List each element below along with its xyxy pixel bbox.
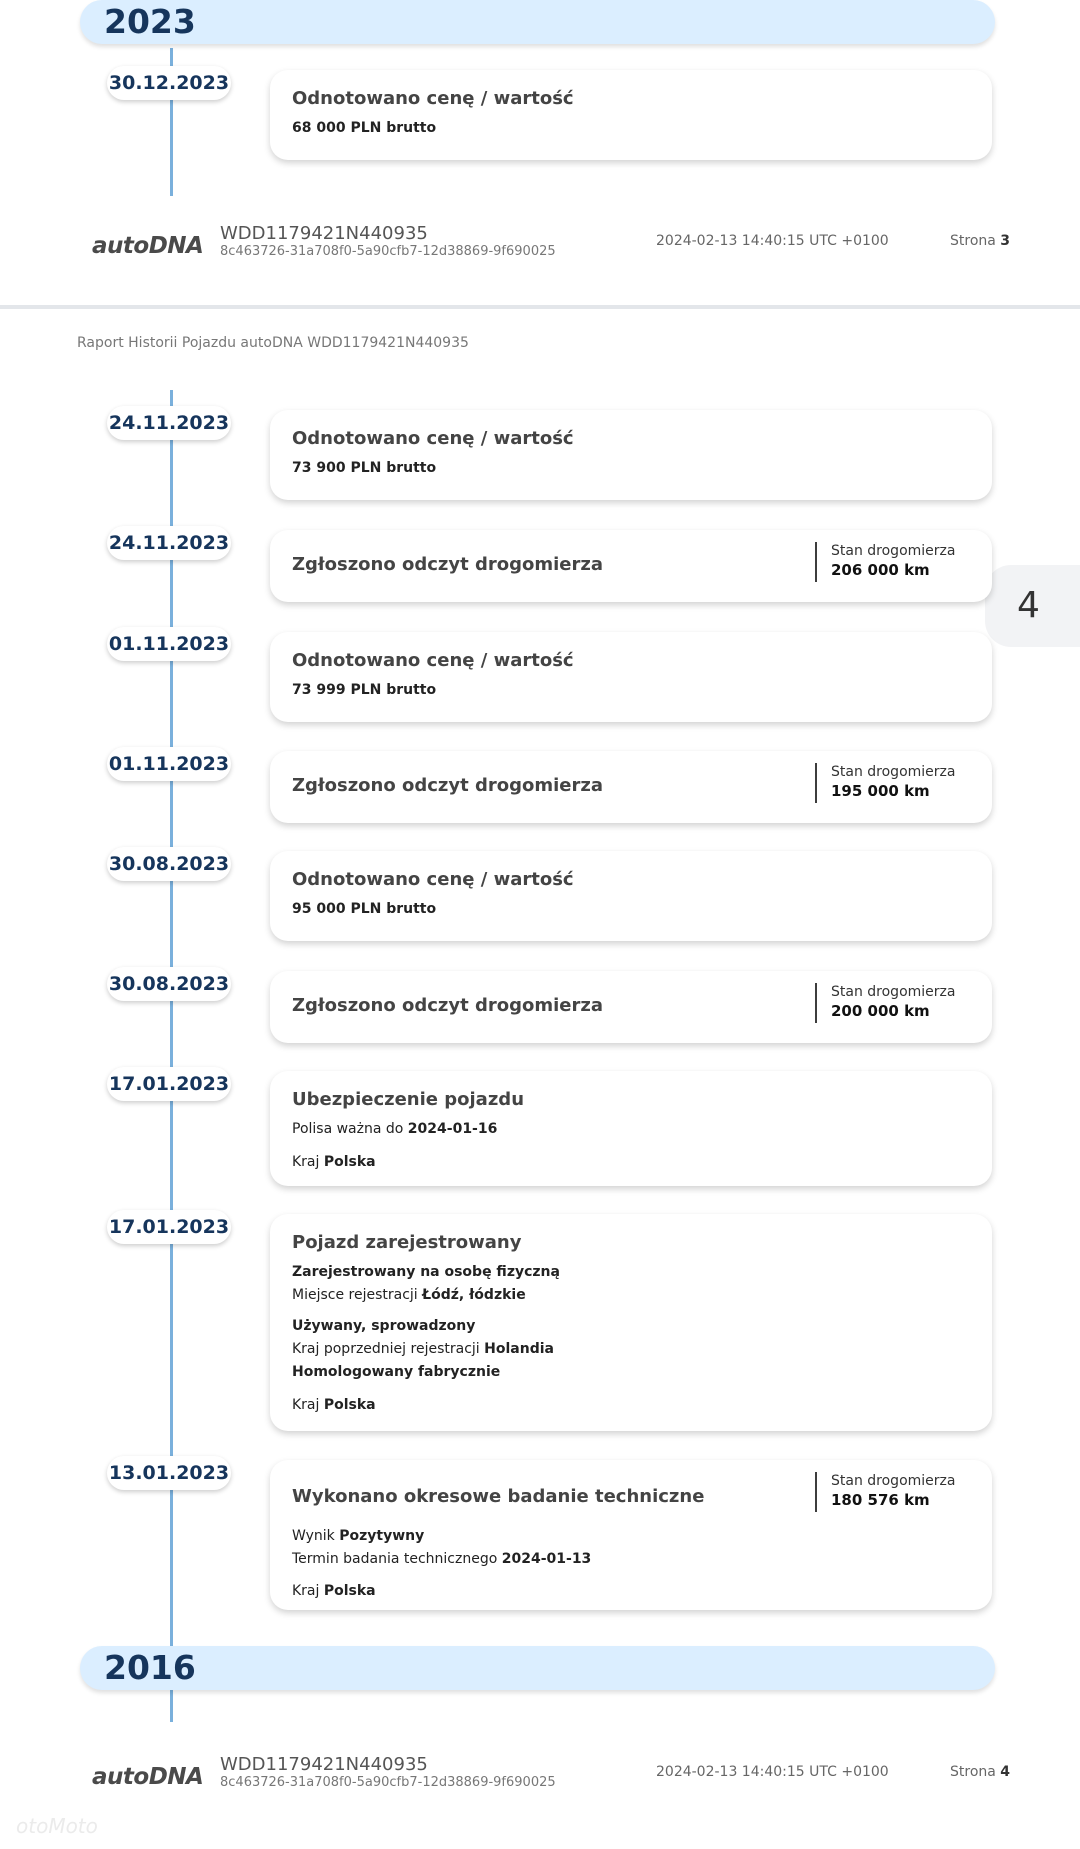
used-row: Używany, sprowadzony [292,1318,476,1334]
event-title: Odnotowano cenę / wartość [292,869,574,890]
odometer-block: Stan drogomierza 195 000 km [815,763,955,803]
prev-country-row: Kraj poprzedniej rejestracji Holandia [292,1341,554,1357]
watermark-logo: otoMoto [16,1814,98,1838]
page-tab[interactable]: 4 [985,565,1080,647]
footer-vin: WDD1179421N440935 [220,1754,428,1775]
homolog-row: Homologowany fabrycznie [292,1364,501,1380]
policy-row: Polisa ważna do 2024-01-16 [292,1121,498,1137]
page-footer [0,1754,1080,1794]
event-title: Odnotowano cenę / wartość [292,650,574,671]
year-label: 2016 [104,1648,196,1687]
event-date: 01.11.2023 [107,747,231,781]
odometer-block: Stan drogomierza 206 000 km [815,542,955,582]
page-separator [0,305,1080,309]
price-value: 95 000 PLN brutto [292,901,437,917]
timeline-line-main [170,390,173,1722]
event-date: 24.11.2023 [107,526,231,560]
odometer-value: 195 000 km [831,782,930,800]
odometer-block: Stan drogomierza 200 000 km [815,983,955,1023]
country-row: Kraj Polska [292,1397,376,1413]
event-card-registration [270,1214,992,1431]
price-value: 73 900 PLN brutto [292,460,437,476]
year-banner-2023 [80,0,995,44]
event-title: Zgłoszono odczyt drogomierza [292,995,604,1016]
odometer-value: 180 576 km [831,1491,930,1509]
event-card-odometer [270,751,992,823]
place-row: Miejsce rejestracji Łódź, łódzkie [292,1287,526,1303]
footer-hash: 8c463726-31a708f0-5a90cfb7-12d38869-9f690025 [220,1775,556,1790]
event-date: 17.01.2023 [107,1210,231,1244]
event-date: 30.12.2023 [107,66,231,100]
event-card-price [270,70,992,160]
owner-row: Zarejestrowany na osobę fizyczną [292,1264,560,1280]
report-header: Raport Historii Pojazdu autoDNA WDD1179421N440935 [77,335,469,351]
footer-timestamp: 2024-02-13 14:40:15 UTC +0100 [656,1764,889,1780]
event-card-odometer [270,530,992,602]
year-label: 2023 [104,2,196,41]
event-date: 01.11.2023 [107,627,231,661]
event-title: Wykonano okresowe badanie techniczne [292,1486,705,1507]
term-row: Termin badania technicznego 2024-01-13 [292,1551,592,1567]
event-date: 17.01.2023 [107,1067,231,1101]
year-banner-2016 [80,1646,995,1690]
price-value: 73 999 PLN brutto [292,682,437,698]
event-date: 30.08.2023 [107,967,231,1001]
price-value: 68 000 PLN brutto [292,120,437,136]
event-card-price [270,632,992,722]
event-title: Odnotowano cenę / wartość [292,88,574,109]
event-card-price [270,851,992,941]
event-title: Ubezpieczenie pojazdu [292,1089,525,1110]
event-date: 30.08.2023 [107,847,231,881]
footer-page-number: Strona 4 [950,1764,1011,1780]
odometer-value: 206 000 km [831,561,930,579]
country-row: Kraj Polska [292,1154,376,1170]
event-card-inspection [270,1460,992,1610]
event-title: Zgłoszono odczyt drogomierza [292,554,604,575]
odometer-value: 200 000 km [831,1002,930,1020]
event-card-price [270,410,992,500]
result-row: Wynik Pozytywny [292,1528,425,1544]
country-row: Kraj Polska [292,1583,376,1599]
event-date: 24.11.2023 [107,406,231,440]
footer-vin: WDD1179421N440935 [220,223,428,244]
footer-timestamp: 2024-02-13 14:40:15 UTC +0100 [656,233,889,249]
autodna-logo: autoDNA [92,233,204,259]
event-title: Odnotowano cenę / wartość [292,428,574,449]
event-title: Zgłoszono odczyt drogomierza [292,775,604,796]
event-date: 13.01.2023 [107,1456,231,1490]
event-title: Pojazd zarejestrowany [292,1232,522,1253]
autodna-logo: autoDNA [92,1764,204,1790]
odometer-block: Stan drogomierza 180 576 km [815,1472,955,1512]
page-footer [0,223,1080,263]
footer-page-number: Strona 3 [950,233,1011,249]
event-card-insurance [270,1071,992,1186]
footer-hash: 8c463726-31a708f0-5a90cfb7-12d38869-9f690025 [220,244,556,259]
event-card-odometer [270,971,992,1043]
